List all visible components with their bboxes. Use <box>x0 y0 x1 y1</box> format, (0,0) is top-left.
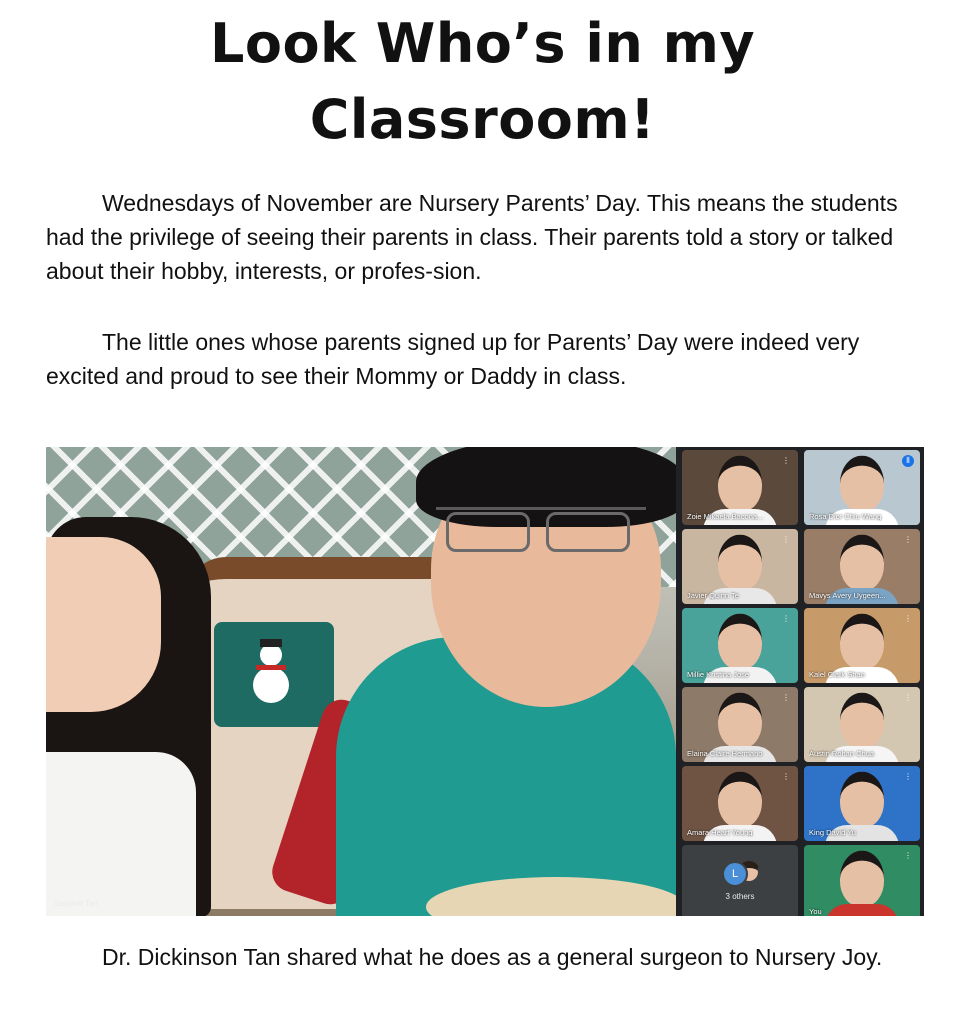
mic-muted-icon: ⋮ <box>782 693 790 702</box>
glasses <box>436 507 646 550</box>
participant-name: Austin Rohan Chua <box>809 748 875 758</box>
participant-tile[interactable] <box>804 845 920 916</box>
others-tile[interactable] <box>682 845 798 916</box>
mic-muted-icon: ⋮ <box>904 614 912 623</box>
participant-name: King David Yu <box>809 827 856 837</box>
avatar: L <box>722 861 748 887</box>
mic-muted-icon: ⋮ <box>782 456 790 465</box>
participant-tile[interactable] <box>682 450 798 525</box>
participant-name: Mavys Avery Uygeen... <box>809 590 886 600</box>
main-speaker-tile <box>46 447 676 916</box>
participant-face <box>840 535 884 591</box>
second-paragraph-text: The little ones whose parents signed up for Parents’ Day were indeed very excited and proud to see their Mommy or Daddy in class. <box>46 329 860 389</box>
page-title <box>0 6 965 158</box>
participant-face <box>840 456 884 512</box>
participant-face <box>718 456 762 512</box>
snowman-icon <box>246 637 296 707</box>
main-speaker-name: Sanskrit Tan <box>54 899 98 908</box>
mic-muted-icon: ⋮ <box>782 614 790 623</box>
participant-name: Javier Quinn Te <box>687 590 739 600</box>
participant-name: Kalel Clark Shan <box>809 669 865 679</box>
participant-tile[interactable] <box>804 450 920 525</box>
mic-muted-icon: ⋮ <box>904 535 912 544</box>
others-count-label: 3 others <box>725 892 755 901</box>
mic-muted-icon: ⋮ <box>782 772 790 781</box>
mic-muted-icon: ⋮ <box>904 851 912 860</box>
participant-grid <box>682 450 922 916</box>
participant-face <box>840 851 884 907</box>
photo-caption-text: Dr. Dickinson Tan shared what he does as a general surgeon to Nursery Joy. <box>102 944 883 970</box>
photo-caption <box>46 940 926 974</box>
title-line-2: Classroom! <box>309 88 656 151</box>
girl <box>46 517 216 916</box>
speaking-icon: ⦀ <box>902 455 914 467</box>
participant-tile[interactable] <box>682 608 798 683</box>
participant-tile[interactable] <box>804 529 920 604</box>
intro-paragraph <box>46 186 926 288</box>
participant-tile[interactable] <box>804 687 920 762</box>
participant-tile[interactable] <box>682 687 798 762</box>
participant-face <box>718 772 762 828</box>
participant-face <box>840 693 884 749</box>
girl-face <box>46 537 161 712</box>
participant-name: Elaina Claire Hermano <box>687 748 763 758</box>
mic-muted-icon: ⋮ <box>904 693 912 702</box>
participant-face <box>840 772 884 828</box>
participant-tile[interactable] <box>804 608 920 683</box>
participant-name: Zoie Mikaela Bacona... <box>687 511 764 521</box>
title-line-1: Look Who’s in my <box>209 12 756 75</box>
participant-name: Millie Kristina Jose <box>687 669 750 679</box>
video-call-photo <box>46 447 924 916</box>
participant-tile[interactable] <box>682 766 798 841</box>
participant-name: Rosa Dior Chiu Wang <box>809 511 882 521</box>
participant-tile[interactable] <box>804 766 920 841</box>
participant-face <box>718 614 762 670</box>
mic-muted-icon: ⋮ <box>904 772 912 781</box>
participant-name: Amara Heart Young <box>687 827 753 837</box>
participant-name: You <box>809 906 822 916</box>
participant-face <box>718 535 762 591</box>
second-paragraph <box>46 325 926 393</box>
girl-shirt <box>46 752 196 916</box>
participant-face <box>840 614 884 670</box>
mic-muted-icon: ⋮ <box>782 535 790 544</box>
intro-paragraph-text: Wednesdays of November are Nursery Parents’ Day. This means the students had the privilege of seeing their parents in class. Their parents told a story or talked about their hobby, interests, or profes-sion. <box>46 190 898 284</box>
participant-face <box>718 693 762 749</box>
participant-tile[interactable] <box>682 529 798 604</box>
